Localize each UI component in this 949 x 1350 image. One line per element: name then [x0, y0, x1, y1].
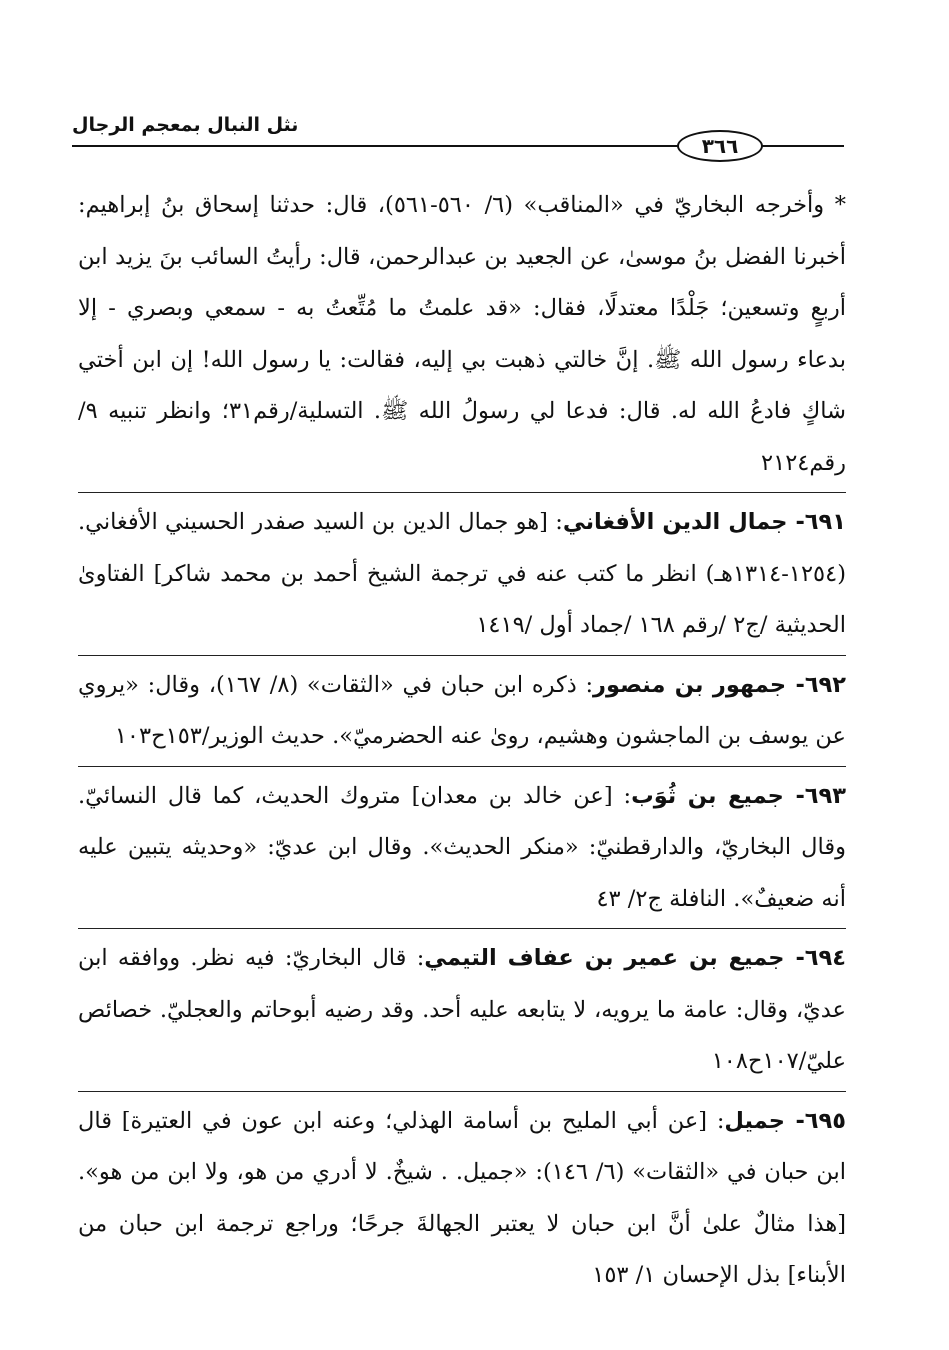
entry-694 — [78, 933, 846, 1088]
entry-text: : ذكره ابن حبان في «الثقات» (٨/ ١٦٧)، وقال: «يروي عن يوسف بن الماجشون وهشيم، روىٰ عنه الحضرميّ». حديث الوزير/١٥٣ح١٠٣ — [78, 671, 846, 749]
entry-text: * وأخرجه البخاريّ في «المناقب» (٦/ ٥٦٠-٥٦١)، قال: حدثنا إسحاق بنُ إبراهيم: أخبرنا الفضل بنُ موسىٰ، عن الجعيد بن عبدالرحمن، قال: رأيتُ السائب بنَ يزيد ابن أربعٍ وتسعين؛ جَلْدًا معتدلًا، فقال: «قد علمتُ ما مُتِّعتُ به - سمعي وبصري - إلا بدعاء رسول الله ﷺ. إنَّ خالتي ذهبت بي إليه، فقالت: يا رسول الله! إن ابن أختي شاكٍ فادعُ الله له. قال: فدعا لي رسولُ الله ﷺ. التسلية/رقم٣١؛ وانظر تنبيه ٩/رقم٢١٢٤ — [78, 192, 847, 476]
page-header — [72, 108, 844, 158]
entry-divider — [78, 492, 846, 493]
entry-heading: ٦٩٣- جميع بن ثُوَب — [631, 782, 846, 809]
entry-695 — [78, 1096, 846, 1302]
entry-heading: ٦٩٥- جميل — [724, 1107, 846, 1134]
entry-heading: ٦٩٢- جمهور بن منصور — [593, 671, 847, 698]
entry-heading: ٦٩٤- جميع بن عمير بن عفاف التيمي — [424, 945, 846, 971]
entry-divider — [78, 655, 846, 656]
entry-text: : [عن خالد بن معدان] متروك الحديث، كما قال النسائيّ. وقال البخاريّ، والدارقطنيّ: «منكر الحديث». وقال ابن عديّ: «وحديثه يتبين عليه أنه ضعيفٌ». النافلة ج٢/ ٤٣ — [78, 782, 846, 912]
running-title: نثل النبال بمعجم الرجال — [72, 114, 299, 136]
entry-note — [78, 180, 846, 489]
entry-divider — [78, 766, 846, 767]
page-body — [78, 180, 846, 1302]
entry-divider — [78, 1091, 846, 1092]
entry-divider — [78, 928, 846, 929]
page-number: ٣٦٦ — [677, 130, 763, 162]
entry-692 — [78, 660, 846, 763]
entry-text: : قال البخاريّ: فيه نظر. ووافقه ابن عديّ، وقال: عامة ما يرويه، لا يتابعه عليه أحد. وقد رضيه أبوحاتم والعجليّ. خصائص عليّ/١٠٧ح١٠٨ — [78, 945, 846, 1074]
entry-heading: ٦٩١- جمال الدين الأفغاني — [562, 509, 846, 535]
entry-text: : [عن أبي المليح بن أسامة الهذلي؛ وعنه ابن عون في العتيرة] قال ابن حبان في «الثقات» (٦/ ١٤٦): «جميل. . شيخٌ. لا أدري من هو، ولا ابن من هو». [هذا مثالٌ علىٰ أنَّ ابن حبان لا يعتبر الجهالةَ جرحًا؛ وراجع ترجمة ابن حبان من الأبناء] بذل الإحسان ١/ ١٥٣ — [78, 1107, 846, 1288]
entry-693 — [78, 771, 846, 926]
entry-691 — [78, 497, 846, 652]
entry-text: : [هو جمال الدين بن السيد صفدر الحسيني الأفغاني. (١٢٥٤-١٣١٤هـ) انظر ما كتب عنه في ترجمة الشيخ أحمد بن محمد شاكر] الفتاوىٰ الحديثية /ج٢ /رقم ١٦٨ /جماد أول /١٤١٩ — [78, 509, 846, 638]
